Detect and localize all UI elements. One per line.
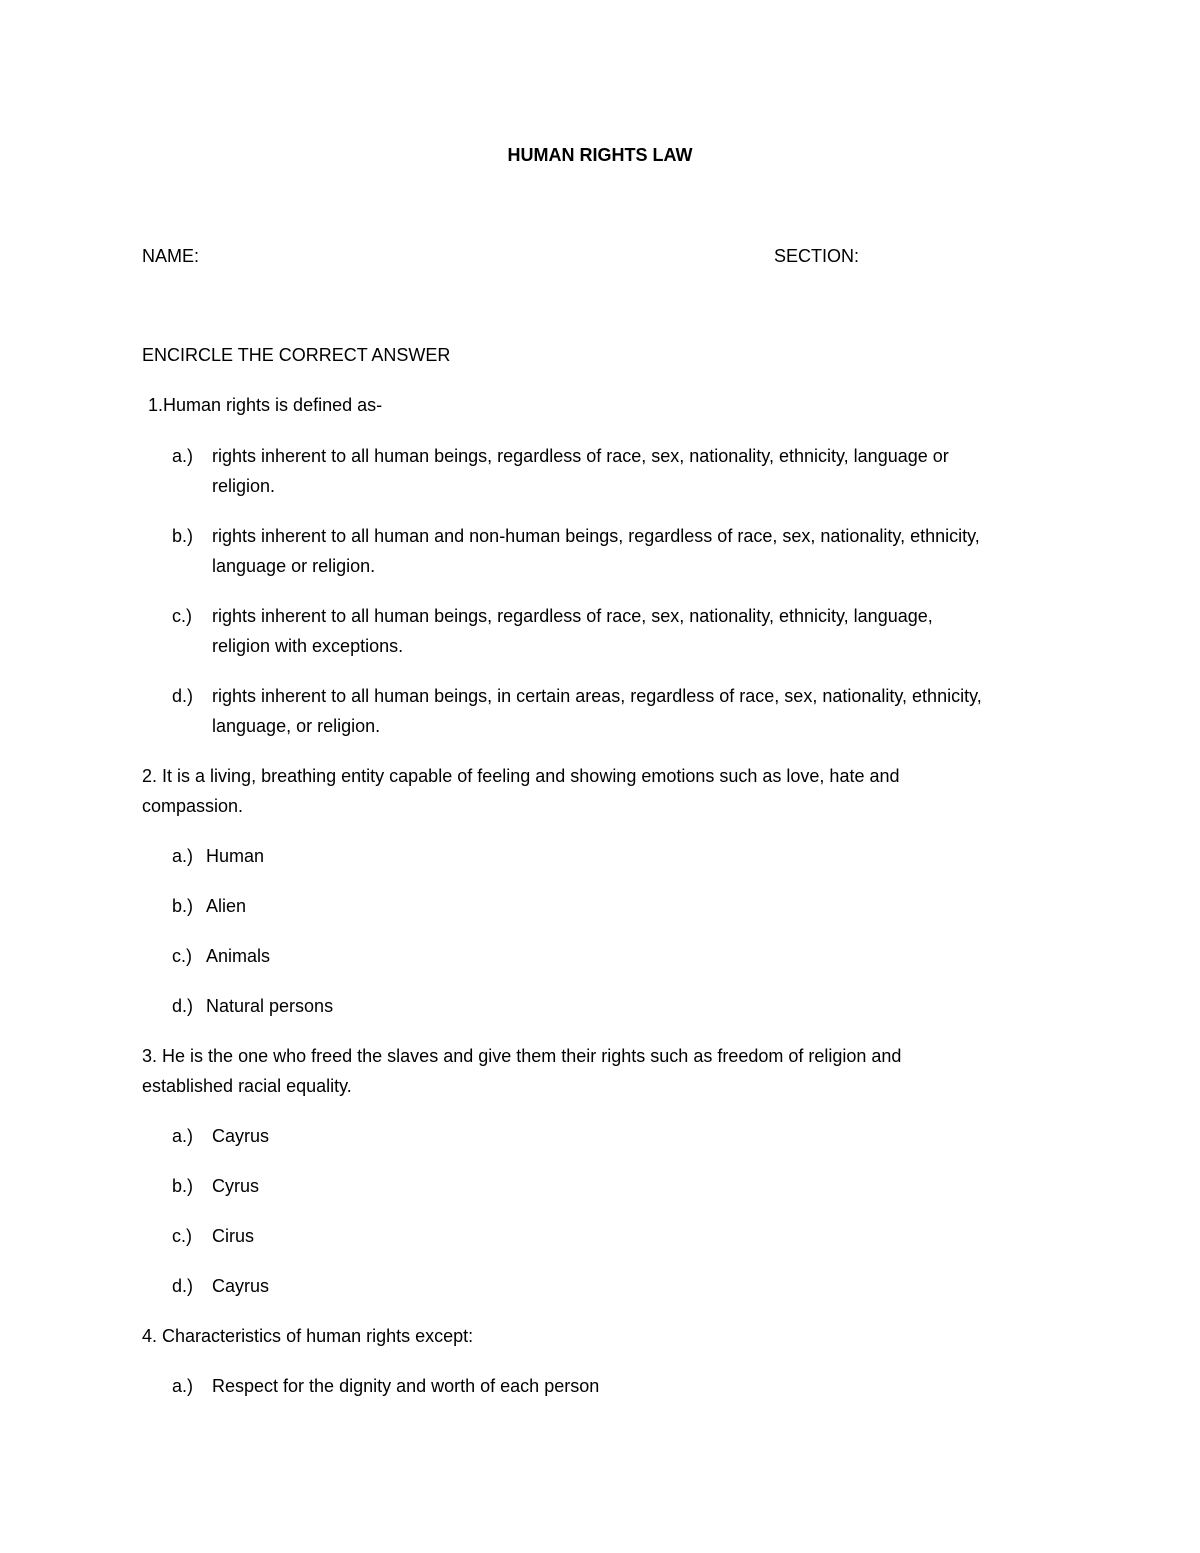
question-number: 4. — [142, 1326, 158, 1346]
option-text: rights inherent to all human and non-human beings, regardless of race, sex, nationality, ethnicity, — [212, 526, 980, 546]
question-text: Human rights is defined as- — [163, 395, 383, 415]
option-letter[interactable]: b.) — [172, 526, 194, 546]
question-number: 2. — [142, 766, 158, 786]
question-4-stem — [142, 1326, 473, 1347]
option-letter[interactable]: b.) — [172, 896, 194, 916]
option-text: rights inherent to all human beings, in certain areas, regardless of race, sex, nationality, ethnicity, — [212, 686, 982, 706]
option-text: Animals — [206, 946, 271, 966]
document-title: HUMAN RIGHTS LAW — [507, 145, 693, 165]
option-letter[interactable]: a.) — [172, 846, 194, 866]
option-letter[interactable]: a.) — [172, 1126, 194, 1146]
option-text: language, or religion. — [212, 716, 381, 736]
question-1-stem — [148, 395, 382, 416]
option-letter[interactable]: d.) — [172, 686, 194, 706]
option-text: rights inherent to all human beings, regardless of race, sex, nationality, ethnicity, language or — [212, 446, 949, 466]
option-text: language or religion. — [212, 556, 376, 576]
question-text: It is a living, breathing entity capable of feeling and showing emotions such as love, hate and — [162, 766, 900, 786]
name-label: NAME: — [142, 246, 200, 266]
option-text: Alien — [206, 896, 247, 916]
option-letter[interactable]: a.) — [172, 1376, 194, 1396]
question-text: Characteristics of human rights except: — [162, 1326, 474, 1346]
option-letter[interactable]: b.) — [172, 1176, 194, 1196]
option-text: religion with exceptions. — [212, 636, 404, 656]
option-text: Cayrus — [212, 1276, 270, 1296]
option-text: religion. — [212, 476, 276, 496]
option-text: Cirus — [212, 1226, 255, 1246]
instruction-heading: ENCIRCLE THE CORRECT ANSWER — [142, 345, 451, 365]
option-text: Respect for the dignity and worth of each person — [212, 1376, 600, 1396]
section-label: SECTION: — [774, 246, 860, 266]
option-text: Natural persons — [206, 996, 334, 1016]
option-text: Cayrus — [212, 1126, 270, 1146]
option-letter[interactable]: d.) — [172, 996, 194, 1016]
option-text: Human — [206, 846, 265, 866]
option-letter[interactable]: c.) — [172, 606, 192, 626]
option-letter[interactable]: a.) — [172, 446, 194, 466]
question-text: He is the one who freed the slaves and give them their rights such as freedom of religion and — [162, 1046, 902, 1066]
question-text: established racial equality. — [142, 1076, 352, 1096]
question-text: compassion. — [142, 796, 244, 816]
option-letter[interactable]: c.) — [172, 1226, 192, 1246]
question-number: 1. — [148, 395, 164, 415]
option-letter[interactable]: c.) — [172, 946, 192, 966]
question-3-stem — [142, 1046, 901, 1067]
question-2-stem — [142, 766, 900, 787]
option-text: Cyrus — [212, 1176, 260, 1196]
option-letter[interactable]: d.) — [172, 1276, 194, 1296]
option-text: rights inherent to all human beings, regardless of race, sex, nationality, ethnicity, language, — [212, 606, 933, 626]
question-number: 3. — [142, 1046, 158, 1066]
